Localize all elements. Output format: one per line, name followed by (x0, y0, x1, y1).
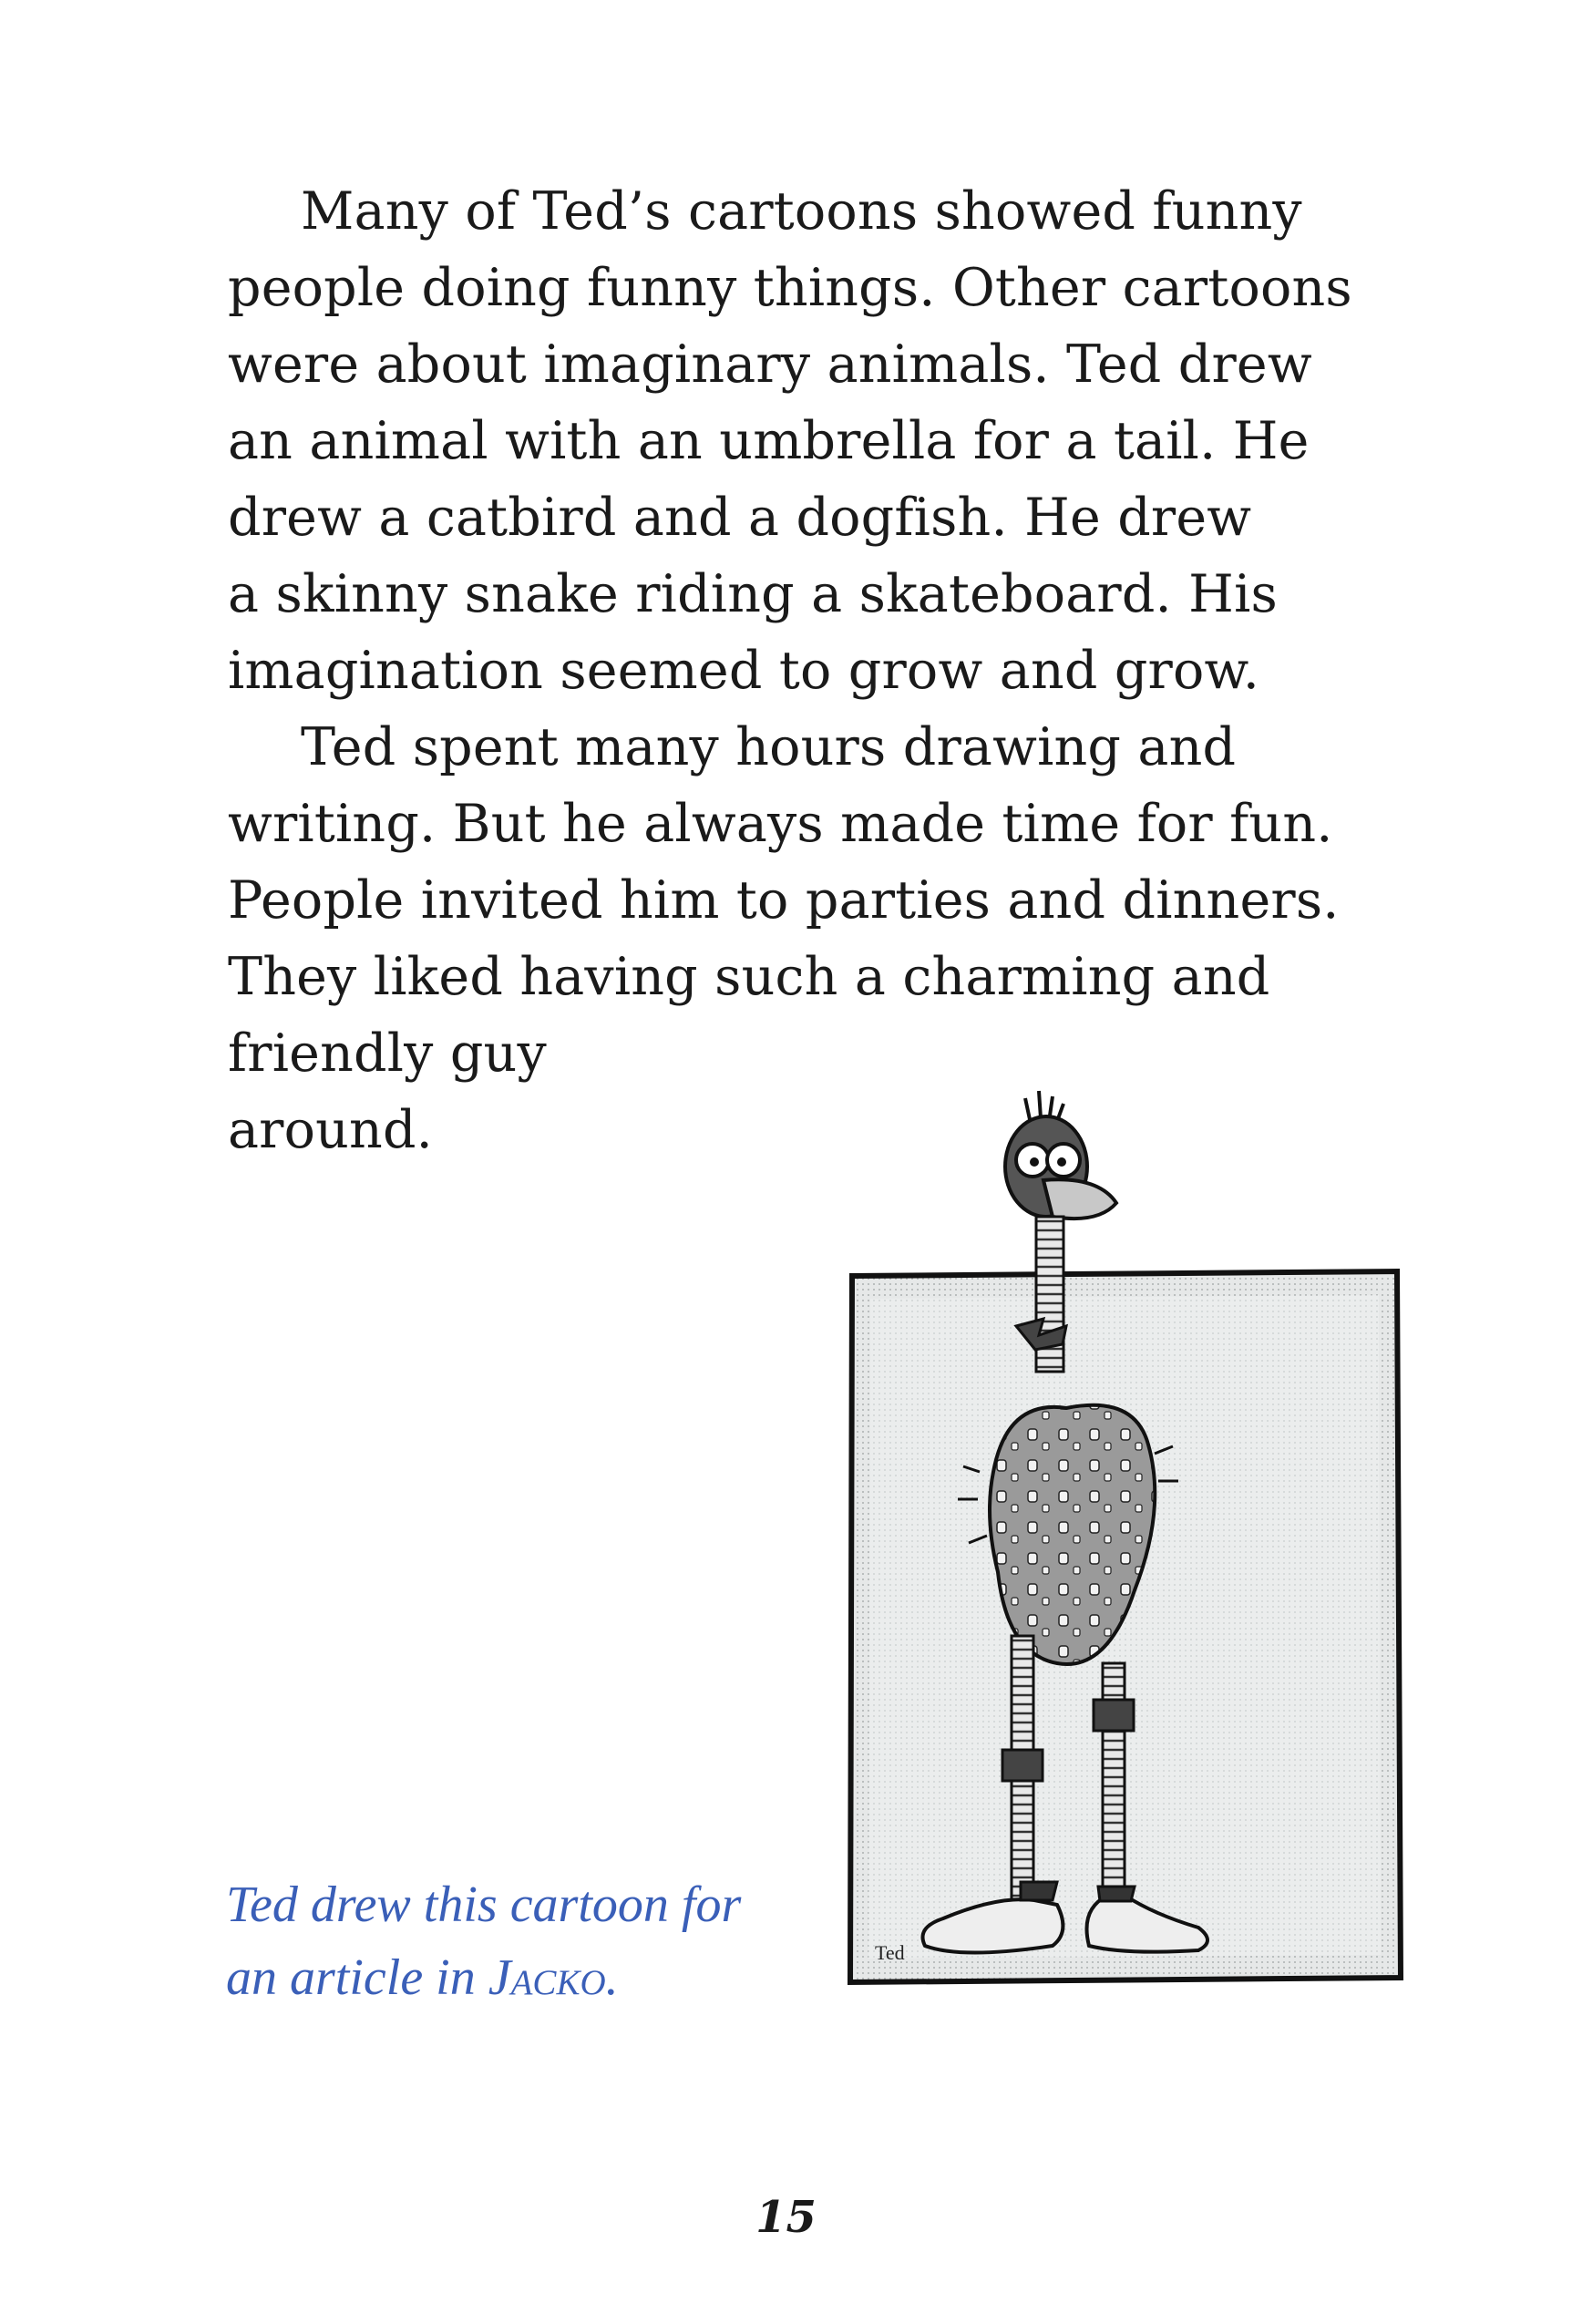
paragraph-line: writing. But he always made time for fun. (228, 794, 1333, 854)
caption-text: an article in (226, 1949, 488, 2006)
paragraph-line: They liked having such a charming and (228, 947, 1270, 1007)
paragraph-line: were about imaginary animals. Ted drew (228, 334, 1312, 395)
caption-line: Ted drew this cartoon for (226, 1877, 742, 1933)
cartoon-head (1005, 1091, 1116, 1219)
paragraph-line: Many of Ted’s cartoons showed funny (301, 181, 1302, 242)
paragraph-line: a skinny snake riding a skateboard. His (228, 564, 1278, 624)
artist-signature: Ted (875, 1941, 905, 1964)
paragraph-line: friendly guy (228, 1023, 547, 1084)
paragraph-line: Ted spent many hours drawing and (301, 717, 1237, 777)
caption-line (226, 1941, 818, 2014)
caption-magazine-title: Jacko. (488, 1949, 619, 2006)
paragraph-line: an animal with an umbrella for a tail. He (228, 411, 1310, 471)
paragraph-line: people doing funny things. Other cartoons (228, 258, 1352, 318)
cartoon-illustration (834, 1080, 1426, 2010)
page-number: 15 (755, 2192, 817, 2243)
paragraph-line: drew a catbird and a dogfish. He drew (228, 488, 1252, 548)
paragraph-line: imagination seemed to grow and grow. (228, 641, 1260, 701)
paragraph-line: around. (228, 1100, 433, 1160)
illustration-caption (226, 1868, 818, 2014)
body-text (228, 173, 1413, 1168)
paragraph-line: People invited him to parties and dinners. (228, 870, 1340, 931)
